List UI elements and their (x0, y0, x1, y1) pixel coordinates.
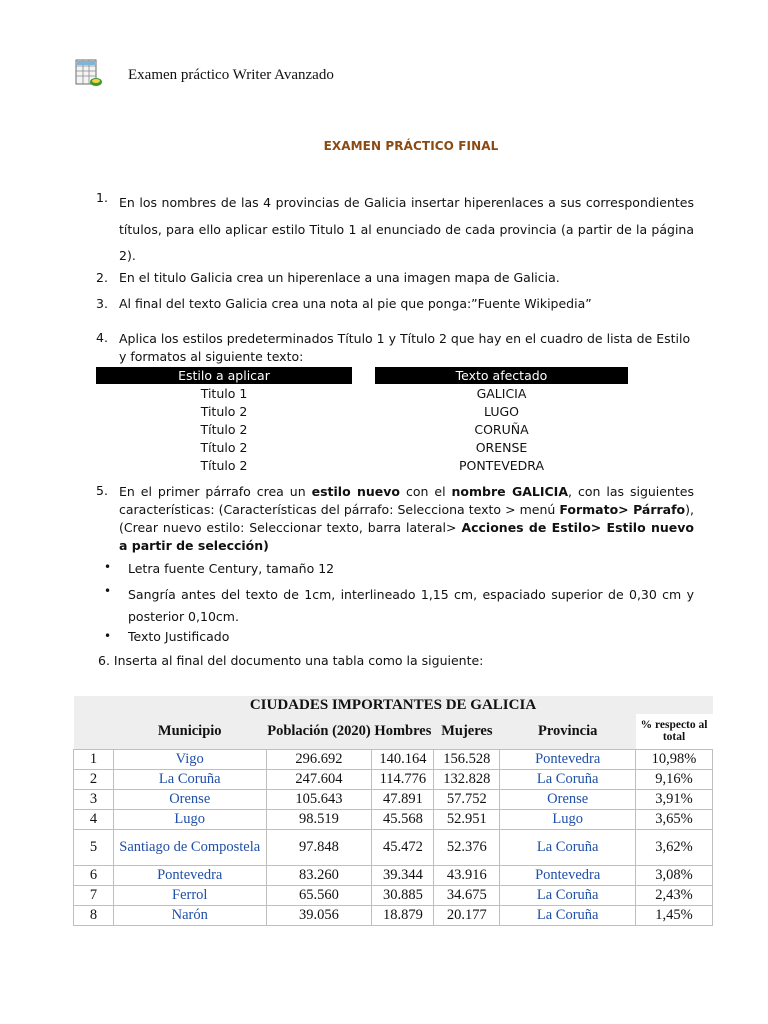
table-cell: 39.056 (266, 905, 372, 925)
bullet-item: Texto Justificado (128, 629, 230, 644)
table-header: Municipio (113, 714, 266, 749)
municipio-link[interactable]: Santiago de Compostela (113, 829, 266, 865)
table-cell: 2,43% (636, 885, 713, 905)
table-header: Población (2020) (266, 714, 372, 749)
table-header: Mujeres (434, 714, 500, 749)
style-table-header-text: Texto afectado (375, 367, 628, 384)
table-cell: 5 (74, 829, 114, 865)
table-cell: 7 (74, 885, 114, 905)
table-cell: 47.891 (372, 789, 434, 809)
table-cell: 3 (74, 789, 114, 809)
bullet-dot: • (104, 584, 112, 598)
style-table-cell: LUGO (483, 404, 520, 419)
table-cell: 132.828 (434, 769, 500, 789)
table-cell: 30.885 (372, 885, 434, 905)
table-cell: 296.692 (266, 749, 372, 769)
style-table-cell: Título 2 (200, 458, 248, 473)
provincia-link[interactable]: La Coruña (500, 885, 636, 905)
style-table-cell: PONTEVEDRA (458, 458, 545, 473)
item-4-number: 4. (96, 330, 108, 345)
provincia-link[interactable]: Orense (500, 789, 636, 809)
table-row (74, 905, 713, 925)
provincia-link[interactable]: Pontevedra (500, 865, 636, 885)
item-6-text: 6. Inserta al final del documento una tabla como la siguiente: (98, 653, 484, 668)
provincia-link[interactable]: La Coruña (500, 905, 636, 925)
municipio-link[interactable]: Narón (113, 905, 266, 925)
item-1-number: 1. (96, 190, 108, 205)
table-cell: 3,08% (636, 865, 713, 885)
item-1-text: En los nombres de las 4 provincias de Galicia insertar hiperenlaces a sus correspondientes títulos, para ello aplicar estilo Titulo 1 al enunciado de cada provincia (a partir de la página 2). (119, 195, 694, 263)
item-2-number: 2. (96, 270, 108, 285)
table-header-number (74, 714, 114, 749)
exam-title: EXAMEN PRÁCTICO FINAL (323, 139, 499, 153)
table-cell: 114.776 (372, 769, 434, 789)
table-cell: 2 (74, 769, 114, 789)
style-table-cell: Titulo 1 (200, 386, 248, 401)
cities-table (73, 696, 713, 926)
table-row (74, 865, 713, 885)
table-cell: 39.344 (372, 865, 434, 885)
table-cell: 6 (74, 865, 114, 885)
table-cell: 34.675 (434, 885, 500, 905)
table-row (74, 749, 713, 769)
item-3-text: Al final del texto Galicia crea una nota al pie que ponga:”Fuente Wikipedia” (119, 296, 592, 311)
table-cell: 3,65% (636, 809, 713, 829)
table-cell: 156.528 (434, 749, 500, 769)
table-cell: 52.951 (434, 809, 500, 829)
provincia-link[interactable]: Lugo (500, 809, 636, 829)
style-table-cell: Título 2 (200, 440, 248, 455)
table-row (74, 769, 713, 789)
table-cell: 140.164 (372, 749, 434, 769)
municipio-link[interactable]: Lugo (113, 809, 266, 829)
table-cell: 45.568 (372, 809, 434, 829)
municipio-link[interactable]: Ferrol (113, 885, 266, 905)
table-row (74, 829, 713, 865)
table-cell: 105.643 (266, 789, 372, 809)
table-cell: 98.519 (266, 809, 372, 829)
table-cell: 1 (74, 749, 114, 769)
bullet-item: Letra fuente Century, tamaño 12 (128, 561, 335, 576)
table-cell: 3,91% (636, 789, 713, 809)
table-header: Hombres (372, 714, 434, 749)
style-table-cell: CORUÑA (474, 422, 529, 437)
style-table-cell: Titulo 2 (200, 404, 248, 419)
table-cell: 18.879 (372, 905, 434, 925)
table-cell: 20.177 (434, 905, 500, 925)
table-cell: 57.752 (434, 789, 500, 809)
bullet-item: Sangría antes del texto de 1cm, interlineado 1,15 cm, espaciado superior de 0,30 cm y posterior 0,10cm. (128, 587, 694, 624)
bullet-dot: • (104, 560, 112, 574)
item-5-text: En el primer párrafo crea un estilo nuevo con el nombre GALICIA, con las siguientes características: (Características del párrafo: Selecciona texto > menú Formato> Párrafo), (Crear nuevo estilo: Seleccionar texto, barra lateral> Acciones de Estilo> Estilo nuevo a partir de selección) (119, 484, 694, 553)
style-table-cell: GALICIA (476, 386, 527, 401)
document-header-title: Examen práctico Writer Avanzado (128, 67, 334, 83)
table-cell: 3,62% (636, 829, 713, 865)
table-cell: 8 (74, 905, 114, 925)
table-cell: 4 (74, 809, 114, 829)
bullet-dot: • (104, 629, 112, 643)
table-cell: 43.916 (434, 865, 500, 885)
style-table-cell: Título 2 (200, 422, 248, 437)
municipio-link[interactable]: Vigo (113, 749, 266, 769)
table-row (74, 885, 713, 905)
municipio-link[interactable]: La Coruña (113, 769, 266, 789)
provincia-link[interactable]: La Coruña (500, 829, 636, 865)
item-4-text: Aplica los estilos predeterminados Título 1 y Título 2 que hay en el cuadro de lista de Estilo y formatos al siguiente texto: (119, 331, 691, 364)
municipio-link[interactable]: Pontevedra (113, 865, 266, 885)
provincia-link[interactable]: Pontevedra (500, 749, 636, 769)
item-3-number: 3. (96, 296, 108, 311)
table-header: Provincia (500, 714, 636, 749)
table-cell: 83.260 (266, 865, 372, 885)
table-cell: 52.376 (434, 829, 500, 865)
item-2-text: En el titulo Galicia crea un hiperenlace a una imagen mapa de Galicia. (119, 270, 560, 285)
table-row (74, 789, 713, 809)
table-cell: 247.604 (266, 769, 372, 789)
table-cell: 9,16% (636, 769, 713, 789)
cities-table-title: CIUDADES IMPORTANTES DE GALICIA (74, 696, 713, 714)
table-cell: 65.560 (266, 885, 372, 905)
table-cell: 1,45% (636, 905, 713, 925)
table-header: % respecto al total (636, 714, 713, 749)
table-cell: 97.848 (266, 829, 372, 865)
style-table-header-style: Estilo a aplicar (96, 367, 352, 384)
municipio-link[interactable]: Orense (113, 789, 266, 809)
table-row (74, 809, 713, 829)
spreadsheet-document-icon (74, 58, 104, 88)
style-table-cell: ORENSE (475, 440, 528, 455)
table-cell: 10,98% (636, 749, 713, 769)
table-cell: 45.472 (372, 829, 434, 865)
item-5-number: 5. (96, 483, 108, 498)
provincia-link[interactable]: La Coruña (500, 769, 636, 789)
